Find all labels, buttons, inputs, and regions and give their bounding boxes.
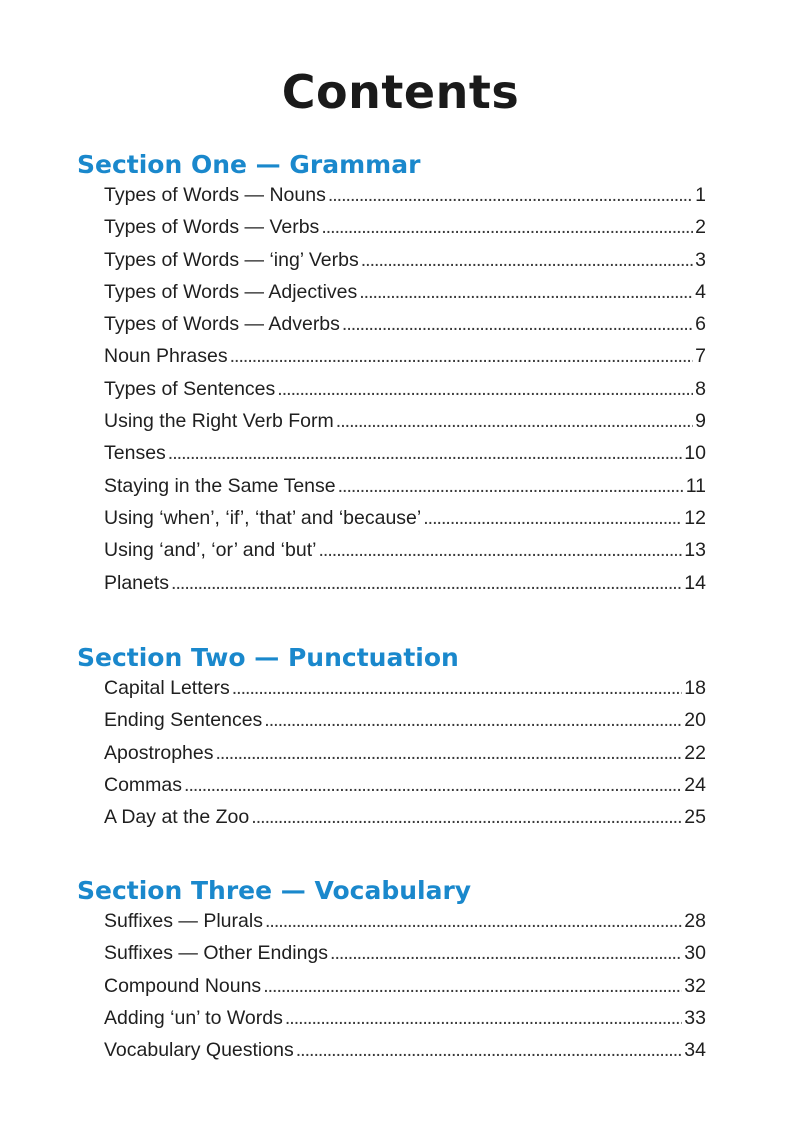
toc-entry-page-number: 1 [695,184,706,206]
toc-list [104,910,706,1071]
section-heading: Section Two — Punctuation [77,643,459,672]
dot-leader [277,378,693,401]
toc-entry [104,442,706,474]
toc-entry [104,572,706,604]
dot-leader [359,281,693,304]
toc-entry-label: A Day at the Zoo [104,806,250,829]
toc-entry-page-number: 3 [695,248,706,271]
toc-entry-page-number: 25 [684,806,706,829]
toc-entry-page-number: 34 [684,1039,706,1062]
toc-entry-label: Staying in the Same Tense [104,474,336,497]
toc-entry-page-number: 13 [684,539,706,562]
toc-list [104,184,706,604]
toc-entry-label: Suffixes — Plurals [104,910,263,932]
dot-leader [342,313,693,336]
dot-leader [296,1039,683,1062]
toc-entry-label: Types of Words — Adverbs [104,313,340,336]
toc-entry-page-number: 32 [684,974,706,997]
dot-leader [171,572,682,595]
toc-entry-label: Commas [104,773,183,796]
toc-entry-page-number: 6 [695,313,706,336]
dot-leader [265,910,682,933]
dot-leader [336,410,693,433]
toc-entry-page-number: 14 [684,571,706,594]
dot-leader [184,774,682,797]
toc-entry [104,709,706,741]
dot-leader [423,507,682,530]
toc-entry-page-number: 2 [695,216,706,239]
dot-leader [330,942,682,965]
toc-entry-label: Types of Words — Verbs [104,216,320,239]
toc-entry-page-number: 30 [684,942,706,965]
toc-entry [104,281,706,313]
dot-leader [338,475,684,498]
toc-entry-label: Ending Sentences [104,709,263,732]
dot-leader [263,975,682,998]
toc-entry-label: Using the Right Verb Form [104,410,334,433]
toc-entry [104,216,706,248]
toc-entry-page-number: 28 [684,910,706,932]
toc-entry-page-number: 12 [684,506,706,529]
toc-entry-label: Planets [104,571,170,594]
toc-entry [104,975,706,1007]
toc-entry-page-number: 33 [684,1006,706,1029]
toc-entry-page-number: 9 [695,410,706,433]
dot-leader [168,442,683,465]
toc-entry-label: Types of Words — ‘ing’ Verbs [104,248,359,271]
dot-leader [318,539,682,562]
toc-entry [104,774,706,806]
toc-entry-label: Using ‘and’, ‘or’ and ‘but’ [104,539,317,562]
toc-entry-label: Compound Nouns [104,974,262,997]
toc-entry-label: Capital Letters [104,677,230,699]
toc-entry-label: Noun Phrases [104,345,228,368]
toc-entry-page-number: 10 [684,442,706,465]
toc-entry [104,910,706,942]
toc-entry [104,942,706,974]
toc-entry-page-number: 7 [695,345,706,368]
dot-leader [230,345,694,368]
toc-entry [104,539,706,571]
dot-leader [285,1007,682,1030]
toc-entry [104,249,706,281]
toc-entry [104,184,706,216]
toc-entry [104,742,706,774]
toc-entry-label: Suffixes — Other Endings [104,942,329,965]
toc-list [104,677,706,838]
toc-entry [104,806,706,838]
dot-leader [216,742,683,765]
toc-entry [104,475,706,507]
toc-entry-page-number: 24 [684,773,706,796]
toc-entry-label: Using ‘when’, ‘if’, ‘that’ and ‘because’ [104,506,422,529]
toc-entry-page-number: 8 [695,377,706,400]
toc-entry-label: Apostrophes [104,741,214,764]
toc-entry-page-number: 20 [684,709,706,732]
toc-entry [104,410,706,442]
dot-leader [264,709,682,732]
dot-leader [321,216,693,239]
toc-entry-page-number: 22 [684,741,706,764]
toc-entry [104,1007,706,1039]
toc-entry [104,507,706,539]
section-heading: Section Three — Vocabulary [77,876,472,905]
dot-leader [328,184,693,207]
toc-entry [104,1039,706,1071]
dot-leader [251,806,682,829]
toc-entry-label: Types of Sentences [104,377,276,400]
toc-entry-label: Types of Words — Adjectives [104,280,358,303]
section-heading: Section One — Grammar [77,150,421,179]
toc-entry [104,378,706,410]
toc-entry [104,313,706,345]
toc-entry-page-number: 11 [685,474,706,497]
dot-leader [232,677,683,700]
toc-entry-label: Tenses [104,442,166,465]
page-title: Contents [281,65,520,119]
toc-entry [104,345,706,377]
dot-leader [361,249,693,272]
toc-entry-page-number: 18 [684,677,706,699]
toc-entry-page-number: 4 [695,280,706,303]
toc-entry-label: Adding ‘un’ to Words [104,1006,283,1029]
toc-entry [104,677,706,709]
toc-entry-label: Vocabulary Questions [104,1039,294,1062]
toc-entry-label: Types of Words — Nouns [104,184,326,206]
